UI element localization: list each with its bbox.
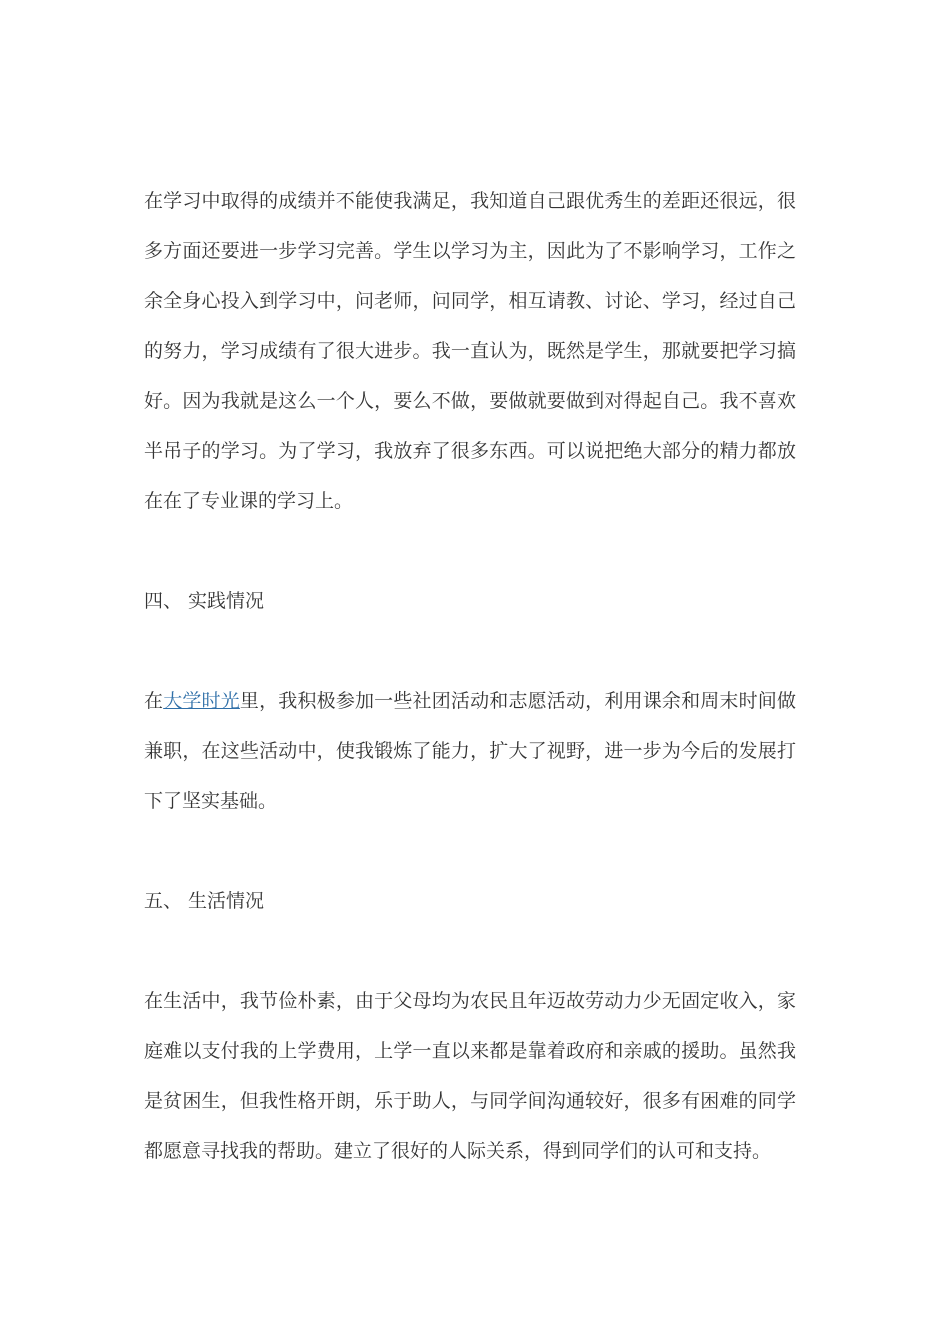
practice-paragraph-prefix: 在 (144, 690, 164, 712)
section-heading-life: 五、 生活情况 (144, 890, 265, 912)
document-body (144, 176, 796, 1176)
study-paragraph: 在学习中取得的成绩并不能使我满足，我知道自己跟优秀生的差距还很远，很多方面还要进一步学习完善。学生以学习为主，因此为了不影响学习，工作之余全身心投入到学习中，问老师，问同学，相互请教、讨论、学习，经过自己的努力，学习成绩有了很大进步。我一直认为，既然是学生，那就要把学习搞好。因为我就是这么一个人，要么不做，要做就要做到对得起自己。我不喜欢半吊子的学习。为了学习，我放弃了很多东西。可以说把绝大部分的精力都放在在了专业课的学习上。 (144, 190, 796, 512)
spacer (144, 926, 796, 976)
life-paragraph: 在生活中，我节俭朴素，由于父母均为农民且年迈故劳动力少无固定收入，家庭难以支付我的上学费用，上学一直以来都是靠着政府和亲戚的援助。虽然我是贫困生，但我性格开朗，乐于助人，与同学间沟通较好，很多有困难的同学都愿意寻找我的帮助。建立了很好的人际关系，得到同学们的认可和支持。 (144, 990, 796, 1162)
practice-paragraph-rest: 里，我积极参加一些社团活动和志愿活动，利用课余和周末时间做兼职，在这些活动中，使我锻炼了能力，扩大了视野，进一步为今后的发展打下了坚实基础。 (144, 690, 796, 812)
section-heading-practice: 四、 实践情况 (144, 590, 265, 612)
practice-paragraph (144, 676, 796, 826)
spacer (144, 826, 796, 876)
college-time-link[interactable]: 大学时光 (163, 690, 240, 712)
spacer (144, 526, 796, 576)
spacer (144, 626, 796, 676)
